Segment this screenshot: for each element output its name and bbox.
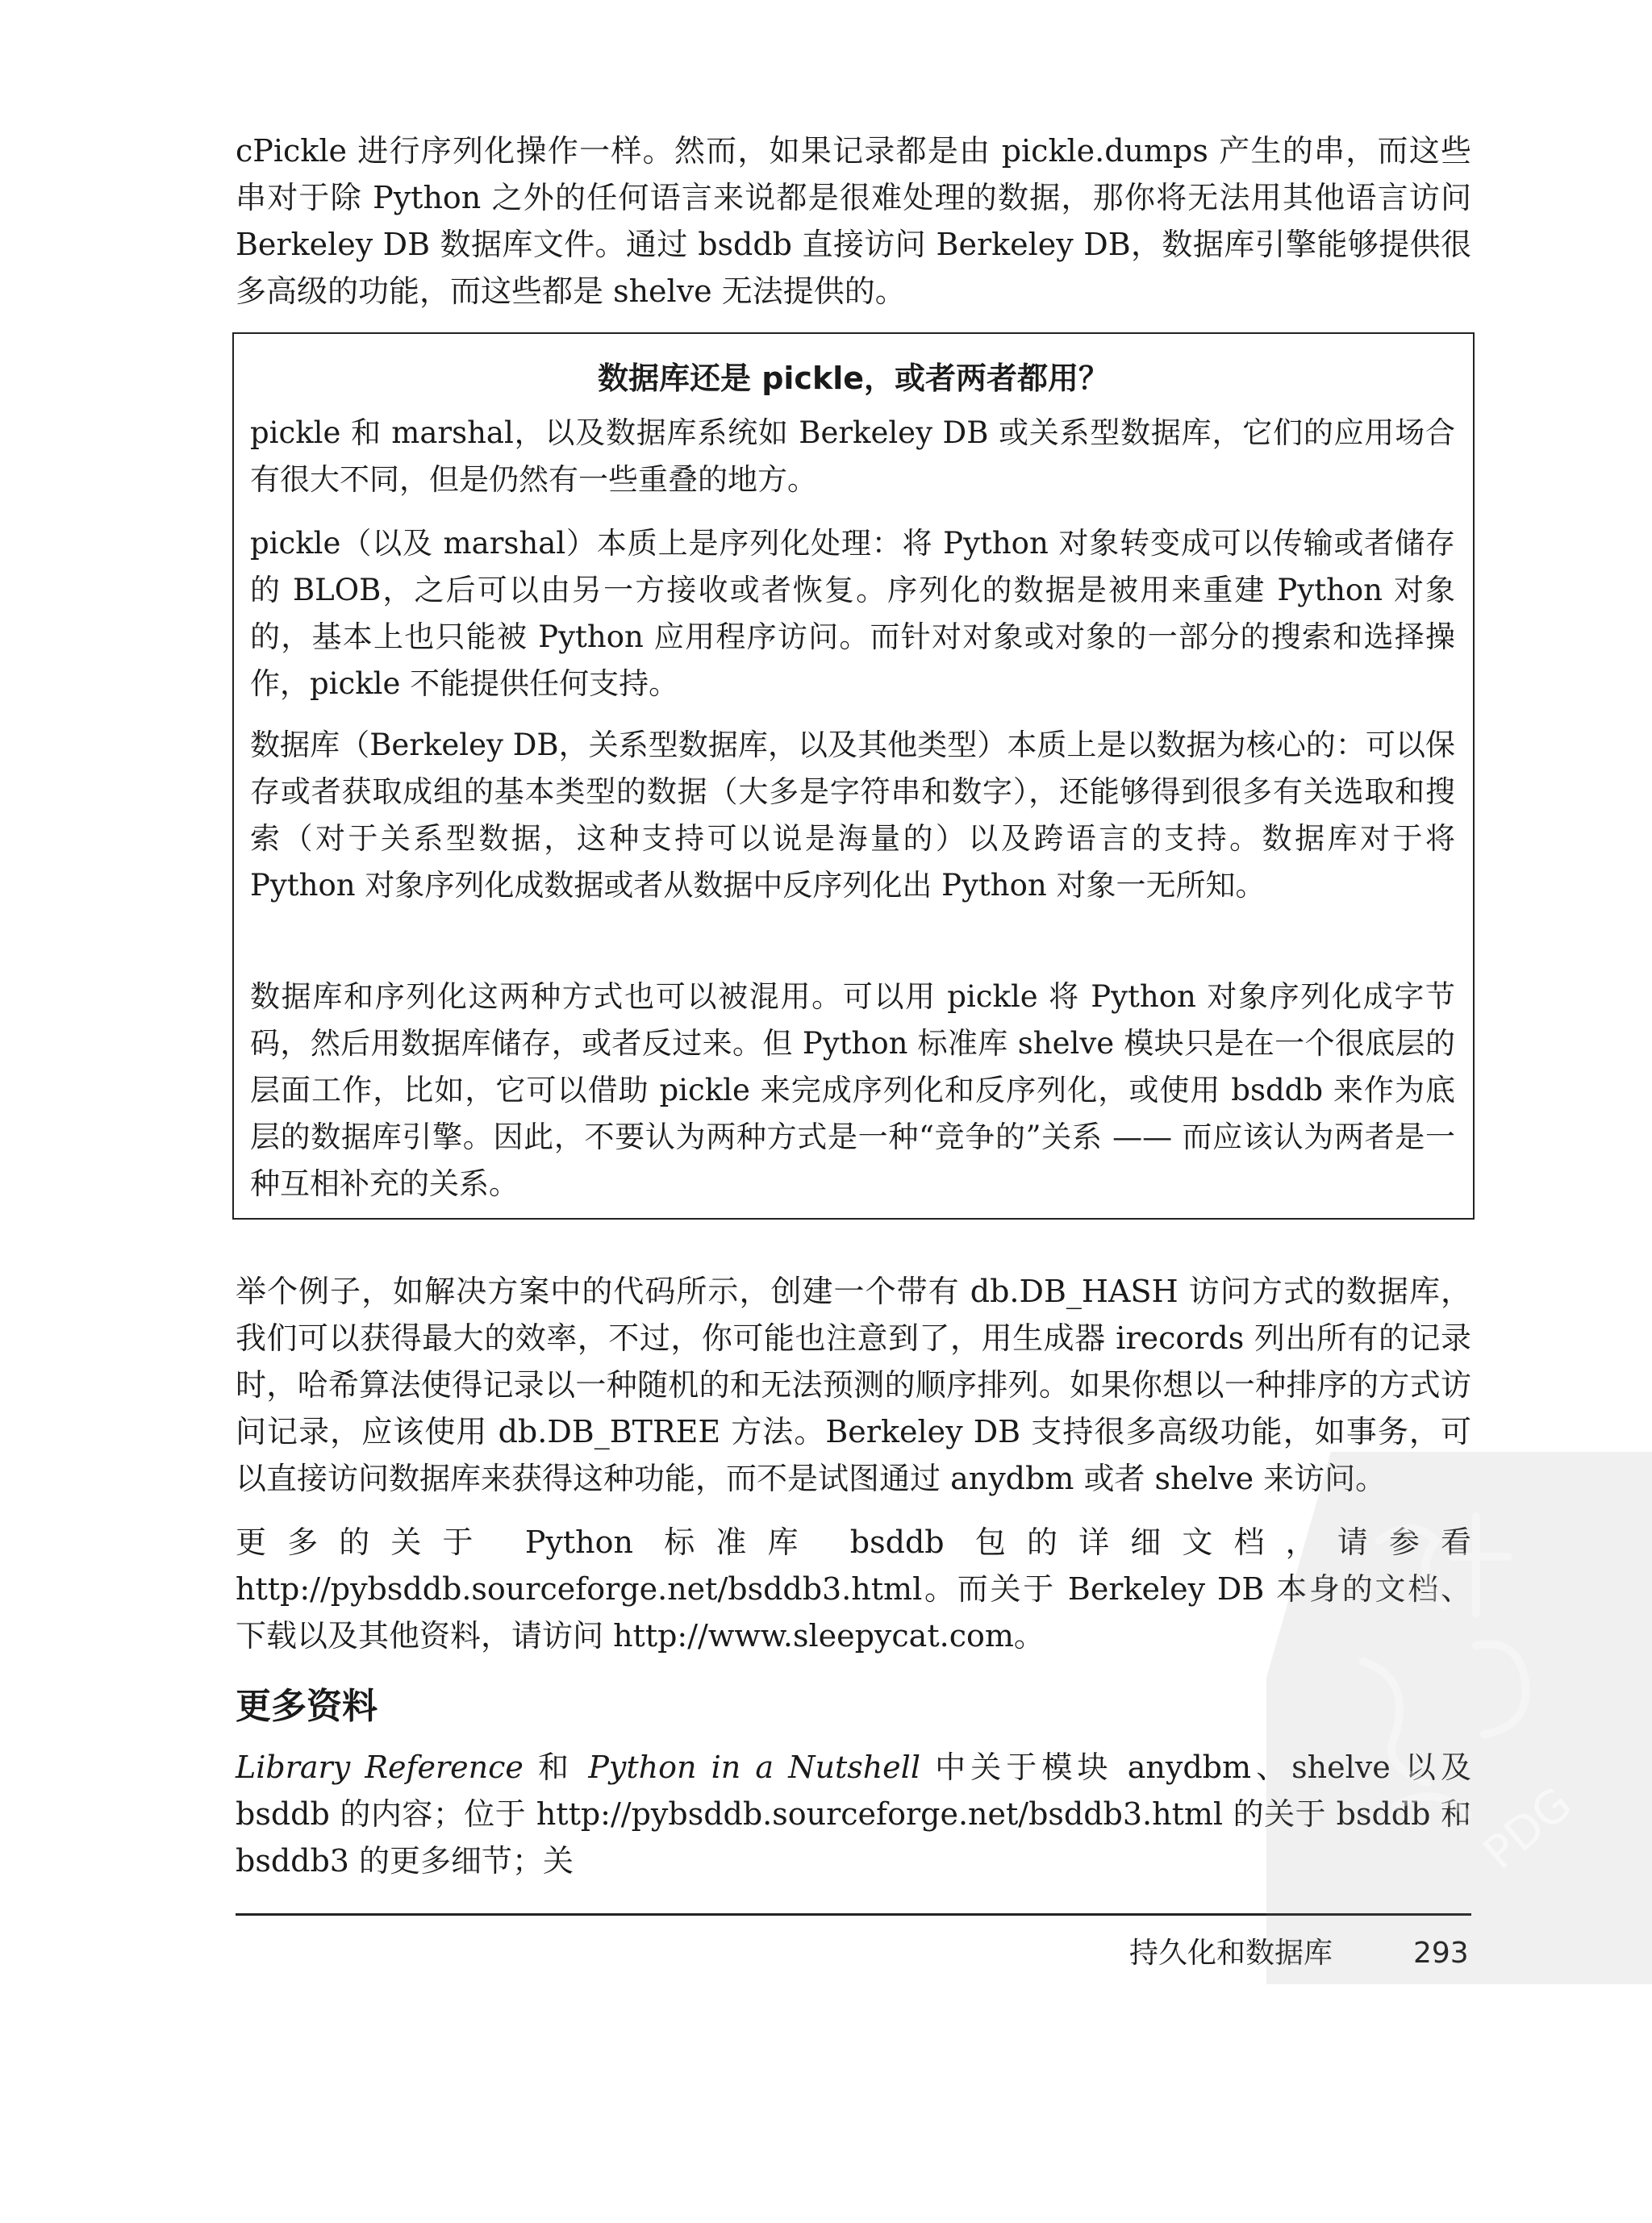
- book-title-library-reference: Library Reference: [236, 1750, 524, 1785]
- book-title-python-in-a-nutshell: Python in a Nutshell: [588, 1750, 920, 1785]
- sidebar-title: 数据库还是 pickle，或者两者都用？: [597, 361, 1110, 396]
- body-paragraph-2: 举个例子，如解决方案中的代码所示，创建一个带有 db.DB_HASH 访问方式的数据库，我们可以获得最大的效率，不过，你可能也注意到了，用生成器 irecords 列出所有的记录时，哈希算法使得记录以一种随机的和无法预测的顺序排列。如果你想以一种排序的方式访问记录，应该使用 db.DB_BTREE 方法。Berkeley DB 支持很多高级功能，如事务，可以直接访问数据库来获得这种功能，而不是试图通过 anydbm 或者 shelve 来访问。: [236, 1274, 1471, 1496]
- further-reading-rest: 中关于模块 anydbm、shelve 以及 bsddb 的内容；位于 http://pybsddb.sourceforge.net/bsddb3.html 的关于 bsddb 和 bsddb3 的更多细节；关: [236, 1750, 1472, 1879]
- section-heading: 更多资料: [236, 1686, 378, 1727]
- sidebar-paragraph-3: 数据库（Berkeley DB，关系型数据库，以及其他类型）本质上是以数据为核心的：可以保存或者获取成组的基本类型的数据（大多是字符串和数字），还能够得到很多有关选取和搜索（对于关系型数据，这种支持可以说是海量的）以及跨语言的支持。数据库对于将 Python 对象序列化成数据或者从数据中反序列化出 Python 对象一无所知。: [250, 728, 1455, 903]
- body-paragraph-3: 更多的关于 Python 标准库 bsddb 包的详细文档，请参看 http://pybsddb.sourceforge.net/bsddb3.html。而关于 Berkeley DB 本身的文档、下载以及其他资料，请访问 http://www.sleepycat.com。: [236, 1524, 1471, 1654]
- conjunction-text: 和: [523, 1750, 589, 1785]
- watermark-stamp: [1234, 1420, 1652, 1984]
- intro-paragraph: cPickle 进行序列化操作一样。然而，如果记录都是由 pickle.dumps 产生的串，而这些串对于除 Python 之外的任何语言来说都是很难处理的数据，那你将无法用其他语言访问 Berkeley DB 数据库文件。通过 bsddb 直接访问 Berkeley DB，数据库引擎能够提供很多高级的功能，而这些都是 shelve 无法提供的。: [236, 133, 1471, 309]
- sidebar-paragraph-2: pickle（以及 marshal）本质上是序列化处理：将 Python 对象转变成可以传输或者储存的 BLOB，之后可以由另一方接收或者恢复。序列化的数据是被用来重建 Python 对象的，基本上也只能被 Python 应用程序访问。而针对对象或对象的一部分的搜索和选择操作，pickle 不能提供任何支持。: [250, 526, 1455, 701]
- footer-page-number: 293: [1413, 1937, 1469, 1970]
- further-reading-paragraph: [236, 1744, 1471, 1884]
- sidebar-paragraph-4: 数据库和序列化这两种方式也可以被混用。可以用 pickle 将 Python 对象序列化成字节码，然后用数据库储存，或者反过来。但 Python 标准库 shelve 模块只是在一个很底层的层面工作，比如，它可以借助 pickle 来完成序列化和反序列化，或使用 bsddb 来作为底层的数据库引擎。因此，不要认为两种方式是一种“竞争的”关系 —— 而应该认为两者是一种互相补充的关系。: [250, 979, 1455, 1201]
- footer-rule: [236, 1913, 1471, 1916]
- sidebar-paragraph-1: pickle 和 marshal，以及数据库系统如 Berkeley DB 或关系型数据库，它们的应用场合有很大不同，但是仍然有一些重叠的地方。: [250, 415, 1455, 497]
- footer-chapter-title: 持久化和数据库: [1129, 1937, 1333, 1970]
- watermark-label: PDG: [1474, 1777, 1583, 1880]
